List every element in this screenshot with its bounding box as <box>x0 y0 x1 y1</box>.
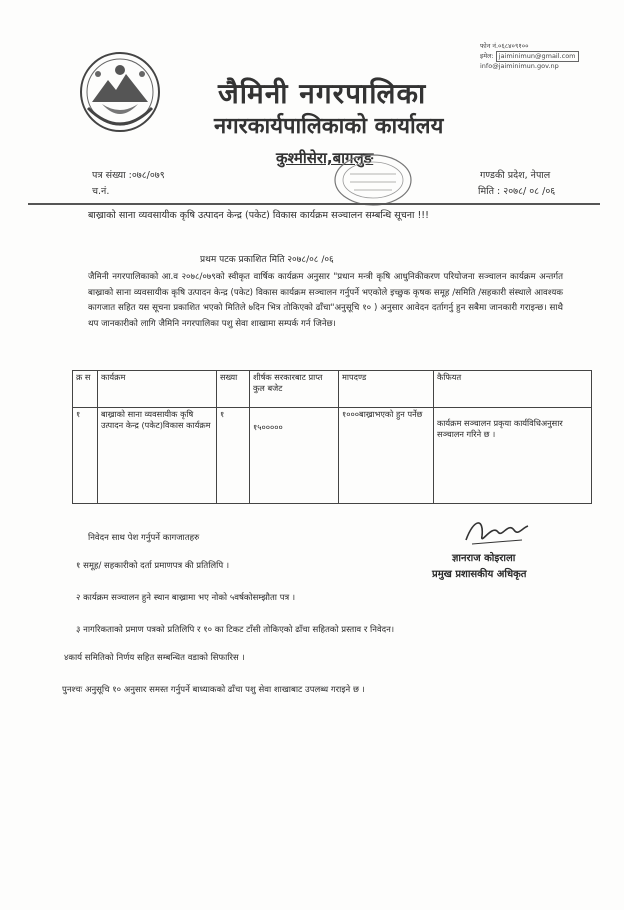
published-date: प्रथम पटक प्रकाशित मिति २०७८/०८ /०६ <box>200 255 334 265</box>
office-address: कुश्मीसेरा,बागलुङ <box>276 149 374 167</box>
phone-number: फोन नं.०६८४०९१०० <box>480 42 529 50</box>
col-header-criteria: मापदण्ड <box>339 371 434 408</box>
cell-remarks: कार्यक्रम सञ्चालन प्रकृया कार्यविधिअनुसार सञ्चालन गरिने छ । <box>434 408 592 504</box>
letter-date: मिति : २०७८/ ०८ /०६ <box>478 186 556 197</box>
col-header-sn: क्र स <box>73 371 98 408</box>
official-email[interactable]: info@jaiminimun.gov.np <box>480 62 559 70</box>
document-item-2: २ कार्यक्रम सञ्चालन हुने स्थान बाख्रामा भए नोको ५वर्षकोसम्झौता पत्र । <box>76 593 296 603</box>
signatory-title: प्रमुख प्रशासकीय अधिकृत <box>432 569 527 580</box>
contact-block <box>480 42 596 71</box>
table-row <box>73 408 592 504</box>
cell-count: १ <box>217 408 250 504</box>
postscript-note: पुनश्चः अनुसूचि १० अनुसार समस्त गर्नुपर्ने बाध्याकको ढाँचा पशु सेवा शाखाबाट उपलब्ध गराइने छ । <box>62 685 365 695</box>
cell-budget: १५००००० <box>250 408 339 504</box>
email-row <box>480 51 596 62</box>
signature-icon <box>462 514 532 550</box>
signatory-name: ज्ञानराज कोइराला <box>452 553 516 564</box>
email-label: इमेल: <box>480 52 494 60</box>
document-item-4: ४कार्य समितिको निर्णय सहित सम्बन्धित वडाको सिफारिस । <box>64 653 245 663</box>
table-header-row <box>73 371 592 408</box>
cell-program: बाख्राको साना व्यवसायीक कृषि उत्पादन केन्द्र (पकेट)विकास कार्यक्रम <box>98 408 217 504</box>
province-name: गण्डकी प्रदेश, नेपाल <box>480 170 551 181</box>
office-name: नगरकार्यपालिकाको कार्यालय <box>214 114 444 139</box>
notice-subject: बाख्राको साना व्यवसायीक कृषि उत्पादन केन्द्र (पकेट) विकास कार्यक्रम सञ्चालन सम्बन्धि सूचना !!! <box>88 210 429 221</box>
program-table <box>72 370 592 504</box>
documents-heading: निवेदन साथ पेश गर्नुपर्ने कागजातहरु <box>88 533 200 543</box>
col-header-program: कार्यक्रम <box>98 371 217 408</box>
office-stamp-icon <box>332 152 414 208</box>
cell-criteria: १०००बाख्राभएको हुन पर्नेछ <box>339 408 434 504</box>
notice-body: जैमिनी नगरपालिकाको आ.व २०७८/०७९को स्वीकृत वार्षिक कार्यक्रम अनुसार "प्रधान मन्त्री कृषि आधुनिकीकरण परियोजना सञ्चालन कार्यक्रम अन्तर्गत बाख्राको साना व्यवसायीक कृषि उत्पादन केन्द्र (पकेट) विकास कार्यक्रम सञ्चालन गर्नुपर्ने भएकोले इच्छुक कृषक समूह /समिति /सहकारी संस्थाले आवश्यक कागजात सहित यस सूचना प्रकाशित भएको मितिले ७दिन भित्र तोकिएको ढाँचा"अनुसूचि १० ) अनुसार आवेदन दर्तागर्नु हुन सबैमा जानकारी गराइन्छ। साथै थप जानकारीको लागि जैमिनि नगरपालिका पशु सेवा शाखामा सम्पर्क गर्न जिनेछ। <box>88 272 563 329</box>
col-header-count: सख्या <box>217 371 250 408</box>
letter-number: पत्र संख्या :०७८/०७९ <box>92 170 165 181</box>
col-header-budget: शीर्षक सरकारबाट प्राप्त कुल बजेट <box>250 371 339 408</box>
nepal-emblem-icon <box>78 50 162 134</box>
dispatch-number: च.नं. <box>92 186 110 197</box>
document-item-1: १ समूह/ सहकारीको दर्ता प्रमाणपत्र की प्रतिलिपि । <box>76 561 230 571</box>
document-item-3: ३ नागरिकताको प्रमाण पत्रको प्रतिलिपि र १० का टिकट टाँसी तोकिएको ढाँचा सहितको प्रस्ताव र निवेदन। <box>76 625 395 635</box>
email-address[interactable]: jaiminimun@gmail.com <box>496 51 579 62</box>
municipality-name: जैमिनी नगरपालिका <box>218 77 427 110</box>
col-header-remarks: कैफियत <box>434 371 592 408</box>
cell-sn: १ <box>73 408 98 504</box>
header-divider <box>28 203 600 205</box>
